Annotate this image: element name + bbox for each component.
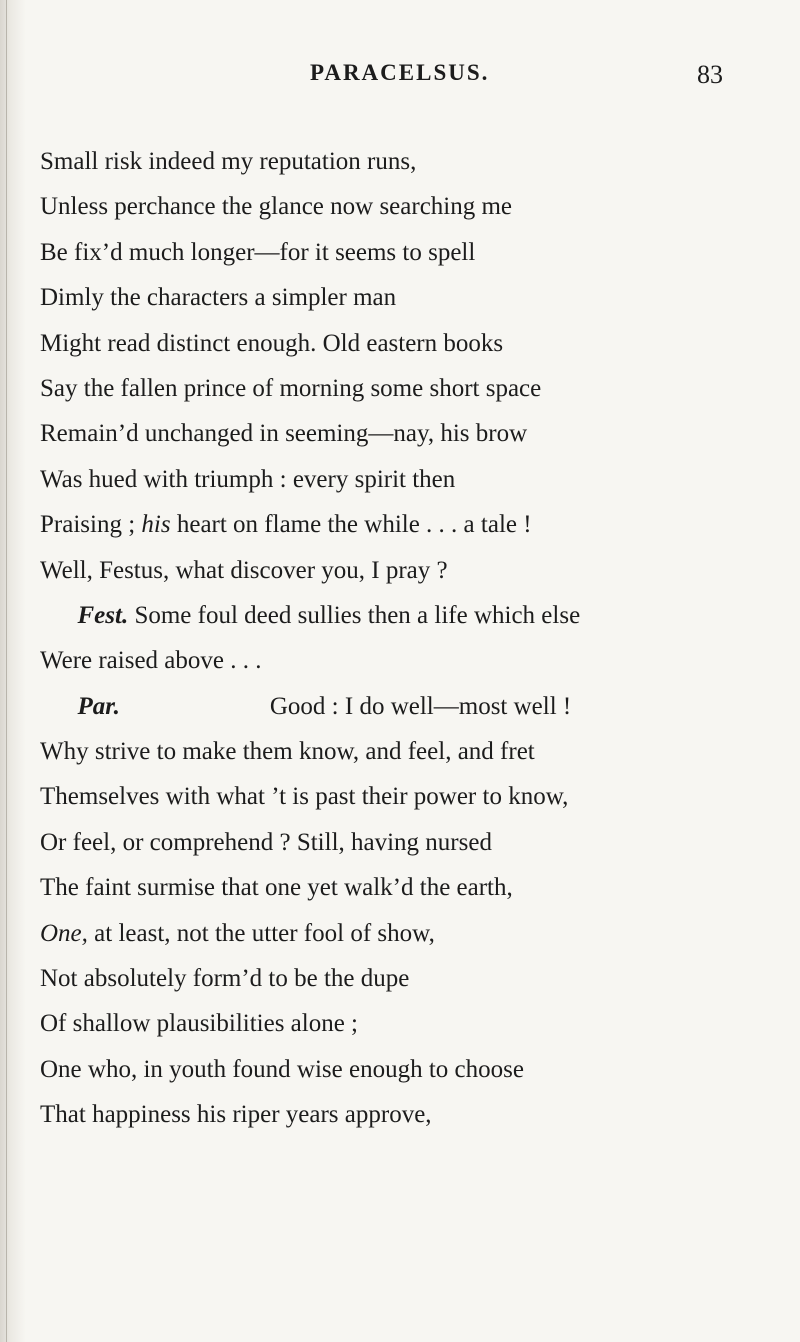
line-text: heart on flame the while . . . a tale !	[170, 511, 532, 539]
binding-gutter	[0, 0, 26, 1342]
line-text: Some foul deed sullies then a life which else	[128, 601, 581, 629]
page-number: 83	[697, 60, 723, 89]
verse-line: One who, in youth found wise enough to choose	[40, 1055, 524, 1083]
verse-line: Unless perchance the glance now searching me	[40, 193, 513, 221]
emphasis-text: his	[141, 511, 171, 539]
page-header	[0, 60, 800, 100]
verse-line: Not absolutely form’d to be the dupe	[40, 965, 410, 993]
verse-line	[40, 502, 760, 547]
verse-line: Or feel, or comprehend ? Still, having nursed	[40, 828, 492, 856]
verse-line: Say the fallen prince of morning some short space	[40, 374, 542, 402]
verse-line: Small risk indeed my reputation runs,	[40, 148, 417, 175]
verse-line	[40, 593, 760, 638]
verse-line: Of shallow plausibilities alone ;	[40, 1010, 359, 1038]
binding-edge	[6, 0, 7, 1342]
verse-line: That happiness his riper years approve,	[40, 1101, 432, 1129]
verse-line: The faint surmise that one yet walk’d the earth,	[40, 874, 513, 902]
verse-line: Dimly the characters a simpler man	[40, 284, 397, 312]
verse-line: Might read distinct enough. Old eastern books	[40, 329, 504, 357]
line-text: Good : I do well—most well !	[269, 692, 572, 720]
speaker-label: Fest.	[77, 601, 129, 629]
verse-line: Be fix’d much longer—for it seems to spell	[40, 238, 476, 266]
verse-line: Well, Festus, what discover you, I pray ?	[40, 556, 448, 584]
emphasis-text: One,	[40, 919, 88, 947]
verse-line	[40, 684, 760, 729]
verse-line: Remain’d unchanged in seeming—nay, his brow	[40, 420, 528, 448]
verse-line	[40, 911, 760, 956]
verse-line: Why strive to make them know, and feel, and fret	[40, 738, 535, 766]
verse-line: Were raised above . . .	[40, 647, 262, 675]
verse-line: Was hued with triumph : every spirit then	[40, 465, 456, 493]
line-text: at least, not the utter fool of show,	[87, 919, 435, 947]
line-text: Praising ;	[40, 511, 142, 539]
verse-body	[40, 139, 760, 1138]
speaker-label: Par.	[77, 692, 120, 720]
running-title: PARACELSUS.	[310, 60, 490, 85]
verse-line: Themselves with what ’t is past their power to know,	[40, 783, 569, 811]
